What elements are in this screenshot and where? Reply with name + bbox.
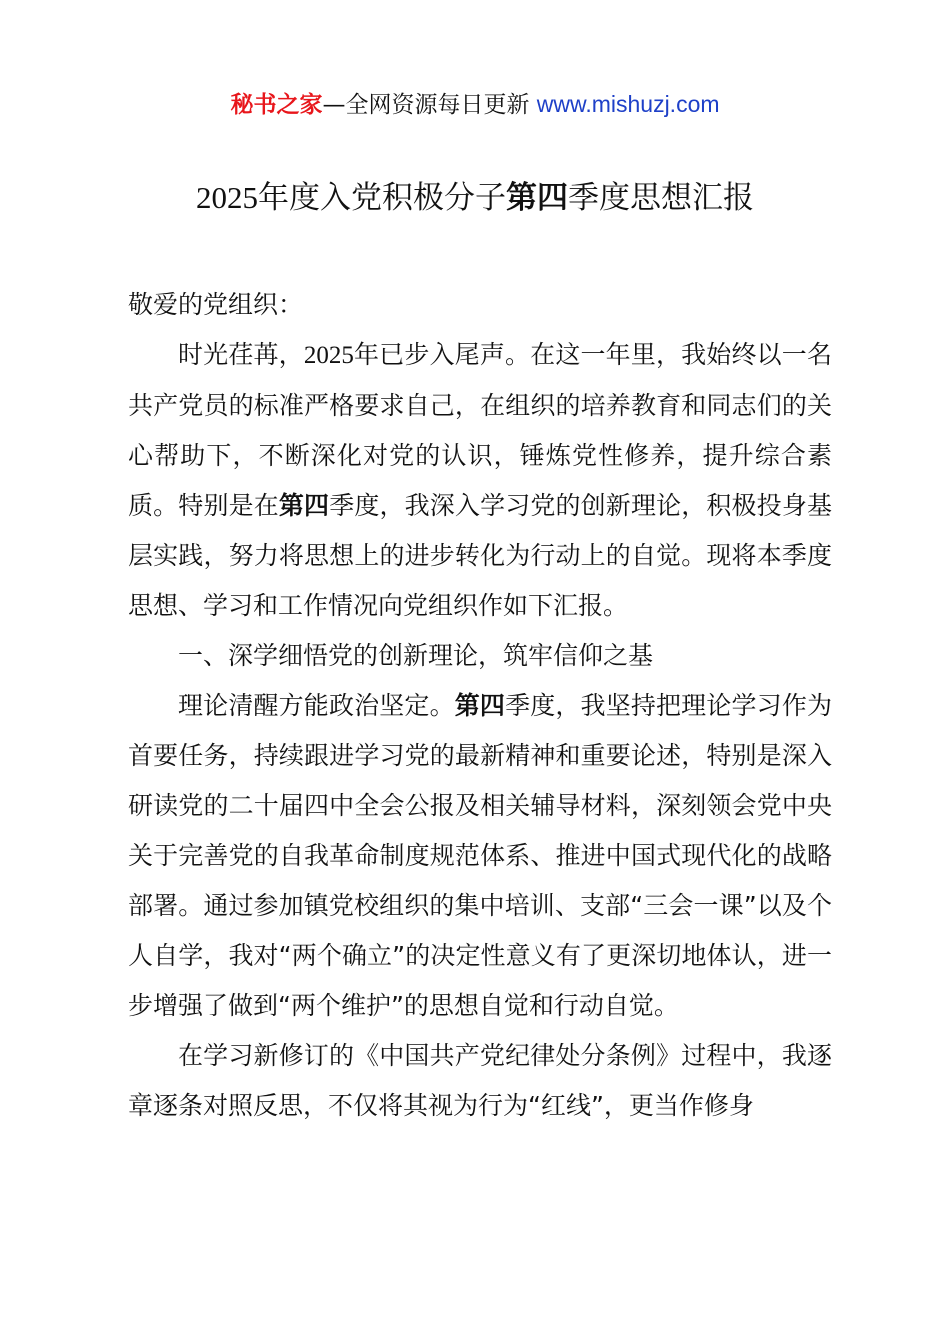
- paragraph-intro: [128, 330, 832, 631]
- p1-text-a: 时光荏苒，: [178, 340, 304, 369]
- paragraph-theory: [128, 681, 832, 1031]
- brand-name: 秘书之家: [230, 92, 323, 118]
- title-year: 2025: [196, 180, 258, 215]
- salutation: 敬爱的党组织：: [128, 290, 304, 319]
- section-heading-1: 一、深学细悟党的创新理论，筑牢信仰之基: [178, 641, 654, 670]
- title-bold-quarter: 第四: [506, 180, 568, 216]
- p2-bold-quarter: 第四: [454, 691, 506, 720]
- p1-text-b: 年已步入尾声。在这一年里，我始终以一名共产党员的标准严格要求自己，在组织的培养教育和同志们的关心帮助下，不断深化对党的认识，锤炼党性修养，提升综合素质。特别是在: [128, 340, 832, 520]
- paragraph-discipline: 在学习新修订的《中国共产党纪律处分条例》过程中，我逐章逐条对照反思，不仅将其视为行为“红线”，更当作修身: [128, 1041, 832, 1120]
- site-url-link[interactable]: www.mishuzj.com: [536, 91, 720, 117]
- page-title: [0, 176, 950, 220]
- document-body: [128, 280, 832, 1131]
- header-tagline: —全网资源每日更新: [322, 92, 537, 118]
- p2-text-b: 季度，我坚持把理论学习作为首要任务，持续跟进学习党的最新精神和重要论述，特别是深入研读党的二十届四中全会公报及相关辅导材料，深刻领会党中央关于完善党的自我革命制度规范体系、推进中国式现代化的战略部署。通过参加镇党校组织的集中培训、支部“三会一课”以及个人自学，我对“两个确立”的决定性意义有了更深切地体认，进一步增强了做到“两个维护”的思想自觉和行动自觉。: [128, 691, 832, 1020]
- p1-text-c: 季度，我深入学习党的创新理论，积极投身基层实践，努力将思想上的进步转化为行动上的自觉。现将本季度思想、学习和工作情况向党组织作如下汇报。: [128, 491, 832, 620]
- p1-year: 2025: [303, 342, 354, 369]
- p2-text-a: 理论清醒方能政治坚定。: [178, 691, 455, 720]
- title-part2: 季度思想汇报: [568, 180, 754, 216]
- p1-bold-quarter: 第四: [278, 491, 330, 520]
- site-header: [0, 86, 950, 123]
- title-part1: 年度入党积极分子: [258, 180, 506, 216]
